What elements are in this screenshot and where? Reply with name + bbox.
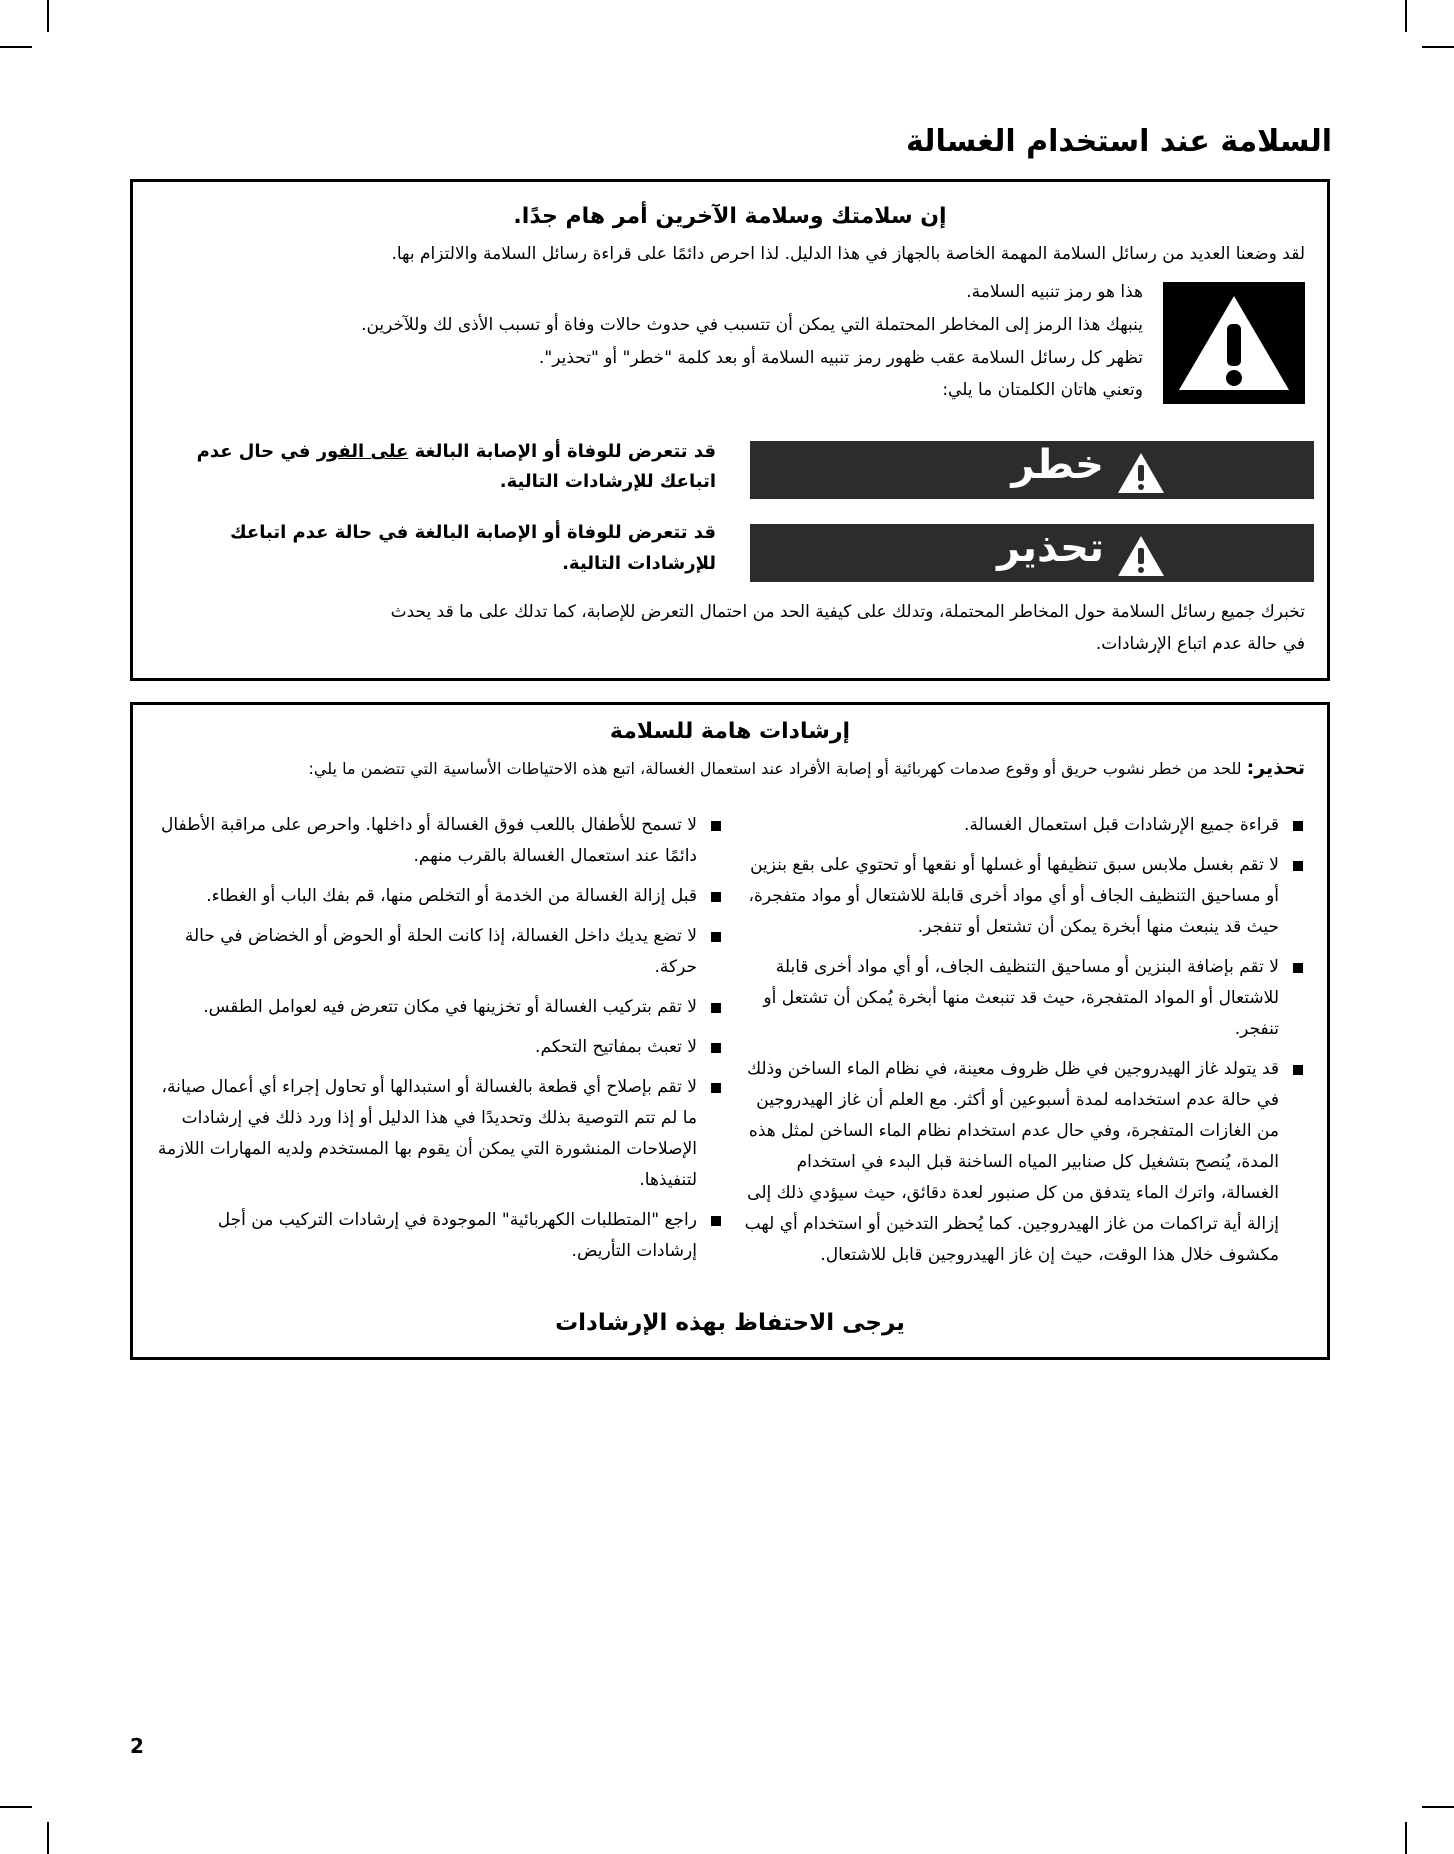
safety-footer-line: تخبرك جميع رسائل السلامة حول المخاطر المحتملة، وتدلك على كيفية الحد من احتمال التعرض للإصابة، كما تدلك على ما قد يحدث — [390, 602, 1305, 622]
instructions-column-right — [740, 810, 1305, 1280]
page-title: السلامة عند استخدام الغسالة — [905, 124, 1332, 159]
bullet-icon — [711, 1083, 721, 1093]
list-item — [740, 952, 1305, 1045]
crop-mark — [0, 1806, 32, 1808]
warning-word: تحذير — [997, 525, 1104, 571]
list-item — [740, 810, 1305, 841]
bullet-icon — [711, 932, 721, 942]
list-item-text: لا تضع يديك داخل الغسالة، إذا كانت الحلة أو الحوض أو الخضاض في حالة حركة. — [184, 926, 697, 977]
instructions-closing: يرجى الاحتفاظ بهذه الإرشادات — [555, 1310, 905, 1336]
danger-text-line: اتباعك للإرشادات التالية. — [499, 471, 716, 492]
symbol-line: تظهر كل رسائل السلامة عقب ظهور رمز تنبيه السلامة أو بعد كلمة "خطر" أو "تحذير". — [539, 348, 1143, 368]
symbol-line: هذا هو رمز تنبيه السلامة. — [966, 282, 1143, 302]
instructions-warning — [309, 757, 1306, 779]
safety-heading: إن سلامتك وسلامة الآخرين أمر هام جدًا. — [513, 204, 947, 229]
bullet-icon — [711, 1003, 721, 1013]
bullet-icon — [1293, 861, 1303, 871]
list-item — [155, 810, 723, 872]
bullet-icon — [1293, 963, 1303, 973]
danger-text-line — [197, 441, 716, 462]
crop-mark — [47, 0, 49, 32]
list-item-text: لا تسمح للأطفال باللعب فوق الغسالة أو داخلها. واحرص على مراقبة الأطفال دائمًا عند استعمال الغسالة بالقرب منهم. — [160, 815, 697, 866]
crop-mark — [0, 46, 32, 48]
instructions-box — [130, 702, 1330, 1360]
crop-mark — [1405, 1822, 1407, 1854]
crop-mark — [1422, 1806, 1454, 1808]
safety-alert-icon — [1163, 282, 1305, 404]
symbol-line: ينبهك هذا الرمز إلى المخاطر المحتملة التي يمكن أن تتسبب في حدوث حالات وفاة أو تسبب الأذى لك وللآخرين. — [361, 315, 1143, 335]
danger-text-part: في حال عدم — [196, 441, 317, 462]
list-item — [155, 1205, 723, 1267]
danger-alert-icon — [1116, 451, 1166, 495]
warning-text-line: للإرشادات التالية. — [562, 553, 716, 574]
bullet-icon — [1293, 821, 1303, 831]
list-item — [155, 1072, 723, 1196]
danger-word: خطر — [1011, 442, 1104, 488]
danger-text-part: قد تتعرض للوفاة أو الإصابة البالغة — [408, 441, 716, 462]
bullet-icon — [711, 1043, 721, 1053]
safety-intro: لقد وضعنا العديد من رسائل السلامة المهمة الخاصة بالجهاز في هذا الدليل. لذا احرص دائمًا على قراءة رسائل السلامة والالتزام بها. — [391, 244, 1305, 264]
list-item-text: راجع "المتطلبات الكهربائية" الموجودة في إرشادات التركيب من أجل إرشادات التأريض. — [217, 1210, 697, 1261]
list-item — [740, 1054, 1305, 1271]
list-item-text: لا تقم بإصلاح أي قطعة بالغسالة أو استبدالها أو تحاول إجراء أي أعمال صيانة، ما لم تتم التوصية بذلك وتحديدًا في هذا الدليل أو إذا ورد ذلك في إرشادات الإصلاحات المنشورة التي يمكن أن يقوم بها المستخدم ولديه المهارات اللازمة لتنفيذها. — [157, 1077, 697, 1190]
instructions-heading: إرشادات هامة للسلامة — [609, 719, 851, 744]
crop-mark — [1422, 46, 1454, 48]
warning-alert-icon — [1116, 534, 1166, 578]
bullet-icon — [711, 892, 721, 902]
list-item-text: لا تقم بإضافة البنزين أو مساحيق التنظيف الجاف، أو أي مواد أخرى قابلة للاشتعال أو المواد المتفجرة، حيث قد تنبعث منها أبخرة يُمكن أن تشتعل أو تنفجر. — [763, 957, 1279, 1039]
safety-box — [130, 179, 1330, 681]
list-item-text: لا تقم بتركيب الغسالة أو تخزينها في مكان تتعرض فيه لعوامل الطقس. — [203, 997, 697, 1017]
list-item — [740, 850, 1305, 943]
bullet-icon — [1293, 1065, 1303, 1075]
warning-prefix: تحذير: — [1246, 757, 1305, 779]
warning-intro: للحد من خطر نشوب حريق أو وقوع صدمات كهربائية أو إصابة الأفراد عند استعمال الغسالة، اتبع هذه الاحتياطات الأساسية التي تتضمن ما يلي: — [308, 759, 1247, 778]
instructions-column-left — [155, 810, 723, 1276]
page-number: 2 — [130, 1734, 144, 1758]
list-item-text: قد يتولد غاز الهيدروجين في ظل ظروف معينة، في نظام الماء الساخن وذلك في حالة عدم استخدامه لمدة أسبوعين أو أكثر. مع العلم أن غاز الهيدروجين من الغازات المتفجرة، وفي حال عدم استخدام نظام الماء الساخن لمثل هذه المدة، يُنصح بتشغيل كل صنابير المياه الساخنة قبل البدء في استخدام الغسالة، واترك الماء يتدفق من كل صنبور لعدة دقائق، حيث سيؤدي ذلك إلى إزالة أية تراكمات من غاز الهيدروجين. كما يُحظر التدخين أو استخدام أي لهب مكشوف خلال هذا الوقت، حيث إن غاز الهيدروجين قابل للاشتعال. — [744, 1059, 1279, 1265]
danger-text-emphasis: على الفور — [316, 441, 409, 462]
list-item — [155, 881, 723, 912]
list-item — [155, 1032, 723, 1063]
warning-label — [750, 524, 1314, 582]
list-item-text: لا تعبث بمفاتيح التحكم. — [535, 1037, 697, 1057]
warning-text-line: قد تتعرض للوفاة أو الإصابة البالغة في حالة عدم اتباعك — [230, 522, 716, 543]
crop-mark — [47, 1822, 49, 1854]
safety-footer-line: في حالة عدم اتباع الإرشادات. — [1095, 634, 1305, 654]
bullet-icon — [711, 1216, 721, 1226]
list-item-text: لا تقم بغسل ملابس سبق تنظيفها أو غسلها أو نقعها أو تحتوي على بقع بنزين أو مساحيق التنظيف الجاف أو أي مواد أخرى قابلة للاشتعال أو مواد متفجرة، حيث قد ينبعث منها أبخرة يمكن أن تشتعل أو تنفجر. — [748, 855, 1279, 937]
danger-label — [750, 441, 1314, 499]
bullet-icon — [711, 821, 721, 831]
list-item-text: قراءة جميع الإرشادات قبل استعمال الغسالة. — [964, 815, 1279, 835]
crop-mark — [1405, 0, 1407, 32]
list-item — [155, 921, 723, 983]
symbol-line: وتعني هاتان الكلمتان ما يلي: — [942, 380, 1143, 400]
list-item — [155, 992, 723, 1023]
list-item-text: قبل إزالة الغسالة من الخدمة أو التخلص منها، قم بفك الباب أو الغطاء. — [206, 886, 697, 906]
